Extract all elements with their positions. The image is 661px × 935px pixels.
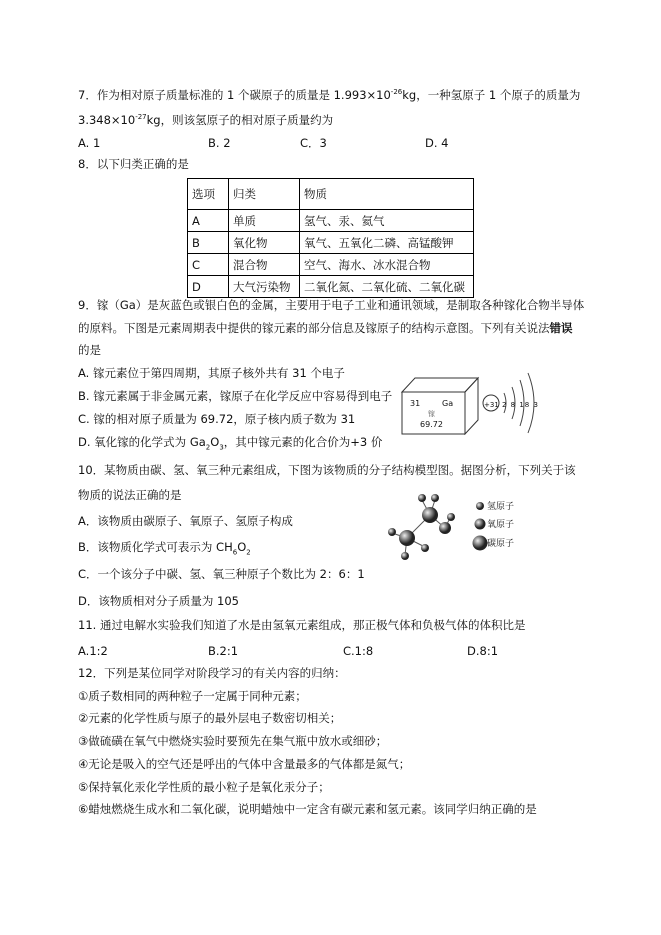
q10-option-d: D．该物质相对分子质量为 105 [78, 594, 239, 608]
q12-item-6: ⑥蜡烛燃烧生成水和二氧化碳，说明蜡烛中一定含有碳元素和氢元素。该同学归纳正确的是 [78, 802, 537, 816]
q9-line1: 9．镓（Ga）是灰蓝色或银白色的金属，主要用于电子工业和通讯领域，是制取各种镓化合物半导体 [78, 298, 585, 312]
table-cell: D [188, 276, 229, 298]
q10-option-a: A．该物质由碳原子、氧原子、氢原子构成 [78, 514, 293, 528]
q10-option-c: C．一个该分子中碳、氢、氧三种原子个数比为 2：6：1 [78, 567, 365, 581]
table-row [188, 210, 474, 232]
q7-option-c: C．3 [300, 136, 327, 150]
nucleus-label: +31 [484, 401, 499, 409]
q9-option-d: D. 氧化镓的化学式为 $Ga_2O_3$，其中镓元素的化合价为+3 价 [78, 435, 383, 452]
q9-line2: 的原料。下图是元素周期表中提供的镓元素的部分信息及镓原子的结构示意图。下列有关说法错误 [78, 321, 573, 335]
table-cell: C [188, 254, 229, 276]
table-cell: 空气、海水、冰水混合物 [300, 254, 474, 276]
table-cell: 氢气、汞、氦气 [300, 210, 474, 232]
q11-option-b: B.2:1 [208, 644, 239, 658]
hydrogen-atom [401, 552, 409, 560]
atom-structure-diagram [480, 365, 550, 440]
table-cell: B [188, 232, 229, 254]
table-cell: A [188, 210, 229, 232]
hydrogen-atom [431, 494, 439, 502]
element-cell-figure [400, 370, 480, 435]
carbon-atom [399, 530, 415, 546]
q8-table [187, 178, 474, 298]
legend-hydrogen: 氢原子 [487, 502, 515, 512]
shell-electrons: 2 8 18 3 [502, 401, 539, 409]
q7-line2: $3.348\times 10^{-27}kg$，则该氢原子的相对原子质量约为 [78, 112, 334, 127]
q11-option-d: D.8:1 [467, 644, 499, 658]
table-cell: 单质 [229, 210, 300, 232]
table-cell: 氧气、五氧化二磷、高锰酸钾 [300, 232, 474, 254]
hydrogen-atom [421, 544, 429, 552]
q12-item-3: ③做硫磺在氧气中燃烧实验时要预先在集气瓶中放水或细砂； [78, 734, 388, 748]
molecule-model-figure [380, 485, 550, 560]
q12-item-2: ②元素的化学性质与原子的最外层电子数密切相关； [78, 711, 342, 725]
q7-option-d: D. 4 [425, 136, 449, 150]
table-header: 归类 [229, 179, 300, 210]
q9-option-c: C. 镓的相对原子质量为 69.72，原子核内质子数为 31 [78, 412, 356, 426]
carbon-atom [422, 507, 438, 523]
q9-option-a: A. 镓元素位于第四周期，其原子核外共有 31 个电子 [78, 366, 345, 380]
table-cell: 大气污染物 [229, 276, 300, 298]
q7-option-a: A. 1 [78, 136, 101, 150]
legend-hydrogen-icon [476, 502, 484, 510]
atomic-mass: 69.72 [420, 420, 443, 429]
q10-line2: 物质的说法正确的是 [78, 488, 182, 502]
q7-option-b: B. 2 [208, 136, 231, 150]
q10-option-b: B．该物质化学式可表示为 $CH_6O_2$ [78, 540, 251, 557]
q10-line1: 10．某物质由碳、氢、氧三种元素组成，下图为该物质的分子结构模型图。据图分析，下列关于该 [78, 463, 576, 477]
q11-stem: 11. 通过电解水实验我们知道了水是由氢氧元素组成，那正极气体和负极气体的体积比是 [78, 618, 526, 632]
table-header: 选项 [188, 179, 229, 210]
q8-stem: 8．以下归类正确的是 [78, 157, 189, 171]
table-row [188, 254, 474, 276]
atomic-number: 31 [410, 399, 421, 408]
table-cell: 氧化物 [229, 232, 300, 254]
legend-carbon-icon [473, 536, 488, 551]
table-row [188, 232, 474, 254]
hydrogen-atom [447, 513, 455, 521]
q12-item-5: ⑤保持氧化汞化学性质的最小粒子是氧化汞分子； [78, 780, 330, 794]
q9-option-b: B. 镓元素属于非金属元素，镓原子在化学反应中容易得到电子 [78, 389, 393, 403]
element-name: 镓 [428, 410, 435, 418]
q9-line3: 的是 [78, 343, 101, 357]
hydrogen-atom [388, 528, 396, 536]
q7-line1: 7．作为相对原子质量标准的 1 个碳原子的质量是 $1.993\times 10^{-26}kg$，一种氢原子 1 个原子的质量为 [78, 87, 581, 102]
legend-carbon: 碳原子 [487, 539, 515, 549]
table-row [188, 276, 474, 298]
oxygen-atom [439, 522, 451, 534]
q12-item-4: ④无论是吸入的空气还是呼出的气体中含量最多的气体都是氮气； [78, 757, 411, 771]
q11-option-c: C.1:8 [343, 644, 374, 658]
element-symbol: Ga [442, 399, 454, 408]
legend-oxygen: 氧原子 [487, 520, 515, 530]
legend-oxygen-icon [475, 519, 486, 530]
q12-item-1: ①质子数相同的两种粒子一定属于同种元素； [78, 689, 307, 703]
table-cell: 二氧化氮、二氧化硫、二氧化碳 [300, 276, 474, 298]
q12-stem: 12．下列是某位同学对阶段学习的有关内容的归纳： [78, 666, 346, 680]
table-cell: 混合物 [229, 254, 300, 276]
q11-option-a: A.1:2 [78, 644, 108, 658]
hydrogen-atom [418, 494, 426, 502]
table-header-row [188, 179, 474, 210]
table-header: 物质 [300, 179, 474, 210]
